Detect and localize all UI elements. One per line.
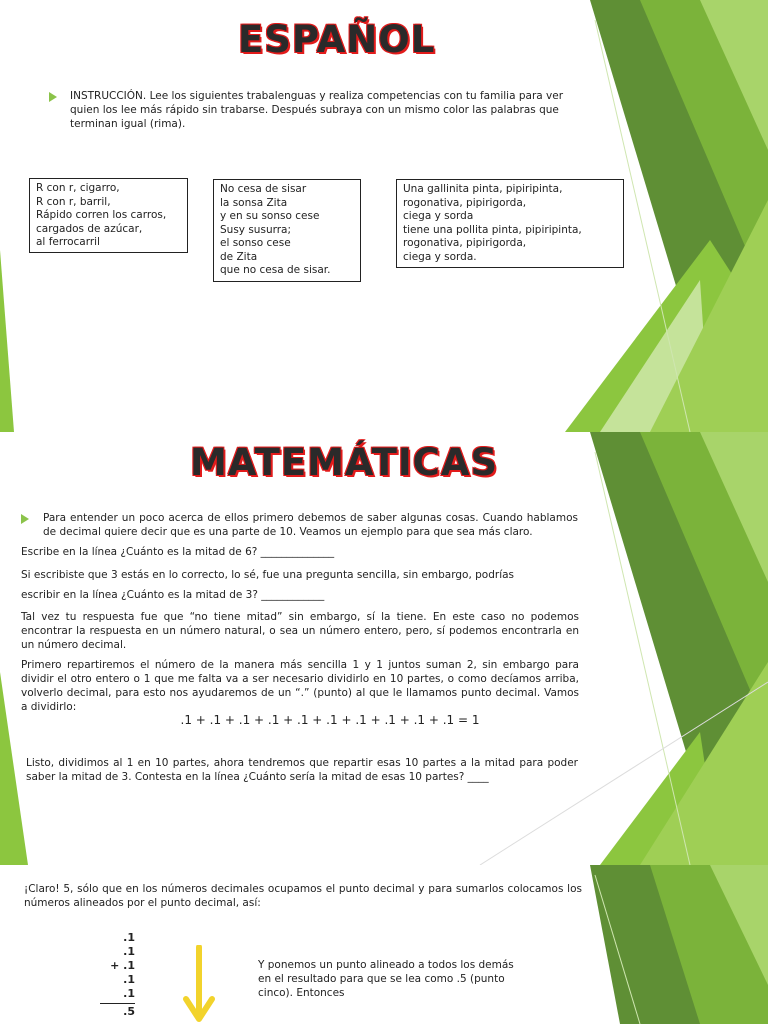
bullet-icon	[49, 92, 57, 102]
box-line: la sonsa Zita	[220, 196, 288, 209]
box-line: Susy susurra;	[220, 223, 292, 236]
box-line: al ferrocarril	[36, 236, 100, 248]
tongue-twister-box-3	[396, 179, 624, 268]
tongue-twister-box-1	[29, 178, 188, 253]
box-line: ciega y sorda.	[403, 250, 477, 263]
slide-matematicas	[0, 432, 768, 865]
box-line: de Zita	[220, 250, 258, 263]
sum-result: .5	[100, 1003, 135, 1019]
decimal-equation: .1 + .1 + .1 + .1 + .1 + .1 + .1 + .1 + .1 + .1 = 1	[180, 713, 480, 727]
box-line: que no cesa de sisar.	[220, 264, 331, 276]
addend: .1	[123, 945, 135, 958]
slide-espanol	[0, 0, 768, 432]
addend: .1	[123, 973, 135, 986]
decimal-sum-column	[100, 931, 135, 1019]
box-line: tiene una pollita pinta, pipiripinta,	[403, 223, 582, 236]
paragraph-4: Tal vez tu respuesta fue que “no tiene mitad” sin embargo, sí la tiene. En este caso no podemos encontrar la respuesta en un número natural, o sea un número entero, pero, sí podemos encontrarla en un número decimal.	[21, 611, 579, 651]
question-2: escribir en la línea ¿Cuánto es la mitad de 3? ____________	[21, 589, 325, 601]
box-line: cargados de azúcar,	[36, 222, 143, 235]
side-explanation: Y ponemos un punto alineado a todos los demás en el resultado para que se lea como .5 (punto cinco). Entonces	[258, 959, 514, 999]
box-line: el sonso cese	[220, 237, 291, 249]
box-line: rogonativa, pipirigorda,	[403, 237, 527, 249]
paragraph-2: Si escribiste que 3 estás en lo correcto, lo sé, fue una pregunta sencilla, sin embargo, podrías	[21, 569, 515, 581]
box-line: ciega y sorda	[403, 210, 474, 222]
slide-decimal-sum	[0, 865, 768, 1024]
addend: .1	[123, 987, 135, 1000]
box-line: Una gallinita pinta, pipiripinta,	[403, 183, 563, 195]
box-line: R con r, barril,	[36, 195, 111, 208]
down-arrow-icon	[182, 945, 216, 1024]
box-line: rogonativa, pipirigorda,	[403, 196, 527, 209]
instruction-text: INSTRUCCIÓN. Lee los siguientes trabalenguas y realiza competencias con tu familia para ver quien los lee más rápido sin trabarse. Después subraya con un mismo color las palabras que terminan igual (rima).	[70, 90, 564, 130]
paragraph-claro: ¡Claro! 5, sólo que en los números decimales ocupamos el punto decimal y para sumarlos colocamos los números alineados por el punto decimal, así:	[24, 883, 582, 909]
box-line: No cesa de sisar	[220, 183, 307, 195]
bullet-icon	[21, 514, 29, 524]
question-1: Escribe en la línea ¿Cuánto es la mitad de 6? ______________	[21, 546, 335, 558]
paragraph-5: Primero repartiremos el número de la manera más sencilla 1 y 1 juntos suman 2, sin embargo para dividir el otro entero o 1 que me falta va a ser necesario dividirlo en 10 partes, o como decíamos arriba, volverlo decimal, para esto nos ayudaremos de un “.” (punto) al que le llamamos punto decimal. Vamos a dividirlo:	[21, 659, 579, 713]
page-title-espanol: ESPAÑOL	[238, 18, 436, 61]
addend: .1	[123, 931, 135, 944]
box-line: R con r, cigarro,	[36, 182, 120, 194]
box-line: Rápido corren los carros,	[36, 209, 167, 221]
box-line: y en su sonso cese	[220, 210, 320, 222]
intro-text: Para entender un poco acerca de ellos primero debemos de saber algunas cosas. Cuando hablamos de decimal quiere decir que es una parte de 10. Veamos un ejemplo para que sea más claro.	[43, 512, 578, 538]
paragraph-6: Listo, dividimos al 1 en 10 partes, ahora tendremos que repartir esas 10 partes a la mitad para poder saber la mitad de 3. Contesta en la línea ¿Cuánto sería la mitad de esas 10 partes? ____	[26, 757, 578, 783]
page-title-matematicas: MATEMÁTICAS	[190, 441, 499, 484]
tongue-twister-box-2	[213, 179, 361, 282]
addend: + .1	[110, 959, 135, 972]
